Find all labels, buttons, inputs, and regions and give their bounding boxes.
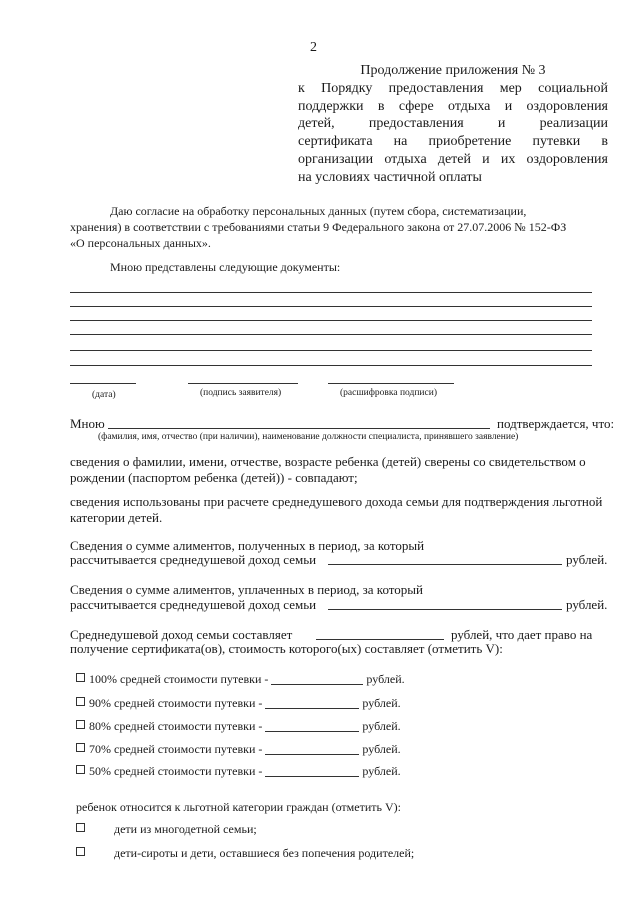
category-item-2[interactable] <box>76 846 89 861</box>
documents-line-2[interactable] <box>70 306 592 307</box>
consent-line-1: Даю согласие на обработку персональных данных (путем сбора, систематизации, <box>110 204 527 218</box>
specialist-name-line[interactable] <box>108 428 490 429</box>
category-checkbox-1[interactable] <box>76 823 85 832</box>
alimony-paid-unit: рублей. <box>566 597 608 612</box>
signature-caption: (подпись заявителя) <box>200 388 282 398</box>
income-prefix: Среднедушевой доход семьи составляет <box>70 627 293 642</box>
option-80-unit: рублей. <box>362 719 401 733</box>
specialist-caption: (фамилия, имя, отчество (при наличии), наименование должности специалиста, принявшего заявление) <box>98 432 519 442</box>
option-70-label: 70% средней стоимости путевки - <box>89 742 263 756</box>
option-100[interactable] <box>76 672 405 687</box>
alimony-received-amount-line[interactable] <box>328 564 562 565</box>
option-50-unit: рублей. <box>362 764 401 778</box>
category-item-1-label: дети из многодетной семьи; <box>114 822 257 836</box>
decoding-caption: (расшифровка подписи) <box>340 388 437 398</box>
income-suffix: рублей, что дает право на <box>451 627 593 642</box>
category-label: ребенок относится к льготной категории граждан (отметить V): <box>76 800 401 814</box>
header-line-1: к Порядку предоставления мер социальной <box>298 80 608 96</box>
header-line-4: сертификата на приобретение путевки в <box>298 134 608 150</box>
alimony-paid-line-2: рассчитывается среднедушевой доход семьи <box>70 597 317 612</box>
appendix-title: Продолжение приложения № 3 <box>360 63 546 78</box>
documents-line-3[interactable] <box>70 320 592 321</box>
header-line-6: на условиях частичной оплаты <box>298 169 482 185</box>
statement-1-line-1: сведения о фамилии, имени, отчестве, возрасте ребенка (детей) сверены со свидетельством о <box>70 454 586 469</box>
header-line-2: поддержки в сфере отдыха и оздоровления <box>298 98 608 114</box>
alimony-received-line-2: рассчитывается среднедушевой доход семьи <box>70 552 317 567</box>
alimony-received-unit: рублей. <box>566 552 608 567</box>
option-90[interactable] <box>76 696 401 711</box>
confirm-suffix: подтверждается, что: <box>497 416 615 431</box>
option-70-unit: рублей. <box>362 742 401 756</box>
confirm-prefix: Мною <box>70 416 105 431</box>
option-80-label: 80% средней стоимости путевки - <box>89 719 263 733</box>
header-line-3: детей, предоставления и реализации <box>298 116 608 132</box>
statement-2-line-1: сведения использованы при расчете среднедушевого дохода семьи для подтверждения льготной <box>70 494 603 509</box>
option-90-unit: рублей. <box>362 696 401 710</box>
documents-line-6[interactable] <box>70 365 592 366</box>
appendix-header <box>298 62 608 187</box>
option-100-amount-line[interactable] <box>271 672 363 685</box>
option-80-amount-line[interactable] <box>265 719 359 732</box>
option-70[interactable] <box>76 742 401 757</box>
documents-label: Мною представлены следующие документы: <box>110 260 341 274</box>
consent-line-3: «О персональных данных». <box>70 236 211 250</box>
page-number: 2 <box>310 40 317 55</box>
decoding-line[interactable] <box>328 383 454 384</box>
documents-line-4[interactable] <box>70 334 592 335</box>
documents-line-1[interactable] <box>70 292 592 293</box>
statement-1-line-2: рождении (паспортом ребенка (детей)) - совпадают; <box>70 470 358 485</box>
option-90-label: 90% средней стоимости путевки - <box>89 696 263 710</box>
header-line-5: организации отдыха детей и их оздоровления <box>298 151 608 167</box>
alimony-paid-amount-line[interactable] <box>328 609 562 610</box>
statement-2-line-2: категории детей. <box>70 510 163 525</box>
documents-line-5[interactable] <box>70 350 592 351</box>
option-50[interactable] <box>76 764 401 779</box>
category-item-1[interactable] <box>76 822 89 837</box>
income-line-2: получение сертификата(ов), стоимость которого(ых) составляет (отметить V): <box>70 641 503 656</box>
date-caption: (дата) <box>92 390 116 400</box>
consent-line-2: хранения) в соответствии с требованиями статьи 9 Федерального закона от 27.07.2006 № 152-ФЗ <box>70 220 567 234</box>
option-100-label: 100% средней стоимости путевки - <box>89 672 269 686</box>
option-100-unit: рублей. <box>366 672 405 686</box>
checkbox-50[interactable] <box>76 765 85 774</box>
option-90-amount-line[interactable] <box>265 696 359 709</box>
income-amount-line[interactable] <box>316 639 444 640</box>
date-line[interactable] <box>70 383 136 384</box>
signature-line[interactable] <box>188 383 298 384</box>
alimony-paid-line-1: Сведения о сумме алиментов, уплаченных в период, за который <box>70 582 423 597</box>
option-80[interactable] <box>76 719 401 734</box>
alimony-received-line-1: Сведения о сумме алиментов, полученных в период, за который <box>70 538 425 553</box>
option-50-amount-line[interactable] <box>265 764 359 777</box>
checkbox-90[interactable] <box>76 697 85 706</box>
option-70-amount-line[interactable] <box>265 742 359 755</box>
category-checkbox-2[interactable] <box>76 847 85 856</box>
checkbox-80[interactable] <box>76 720 85 729</box>
checkbox-70[interactable] <box>76 743 85 752</box>
category-item-2-label: дети-сироты и дети, оставшиеся без попечения родителей; <box>114 846 415 860</box>
checkbox-100[interactable] <box>76 673 85 682</box>
option-50-label: 50% средней стоимости путевки - <box>89 764 263 778</box>
